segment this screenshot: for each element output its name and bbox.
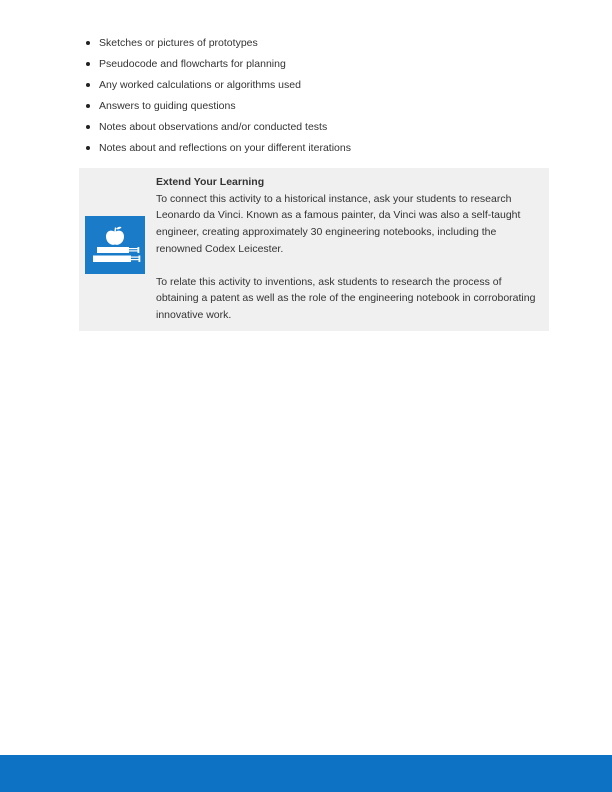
list-item (86, 57, 351, 78)
apple-on-books-icon (85, 216, 145, 274)
list-item (86, 120, 351, 141)
list-item (86, 78, 351, 99)
requirements-bullet-list (86, 36, 351, 162)
list-item-text: Answers to guiding questions (99, 100, 236, 112)
list-item-text: Notes about observations and/or conducted tests (99, 121, 328, 133)
list-item (86, 99, 351, 120)
list-item-text: Any worked calculations or algorithms used (99, 79, 301, 91)
callout-content (156, 174, 536, 324)
footer-bar (0, 755, 612, 792)
bullet-icon (86, 41, 90, 45)
list-item-text: Sketches or pictures of prototypes (99, 37, 258, 49)
bullet-icon (86, 83, 90, 87)
bullet-icon (86, 125, 90, 129)
list-item (86, 141, 351, 162)
bullet-icon (86, 146, 90, 150)
list-item-text: Notes about and reflections on your different iterations (99, 142, 351, 154)
bullet-icon (86, 62, 90, 66)
list-item (86, 36, 351, 57)
bullet-icon (86, 104, 90, 108)
callout-paragraph-patent: To relate this activity to inventions, ask students to research the process of obtaining a patent as well as the role of the engineering notebook in corroborating innovative work. (156, 275, 536, 321)
callout-paragraph-davinci: To connect this activity to a historical instance, ask your students to research Leonardo da Vinci. Known as a famous painter, da Vinci was also a self-taught engineer, creating approximately 30 engineering notebooks, including the renowned Codex Leicester. (156, 192, 521, 255)
callout-title: Extend Your Learning (156, 176, 265, 188)
list-item-text: Pseudocode and flowcharts for planning (99, 58, 286, 70)
apple-on-books-graphic (85, 216, 145, 274)
extend-learning-callout (79, 168, 549, 331)
